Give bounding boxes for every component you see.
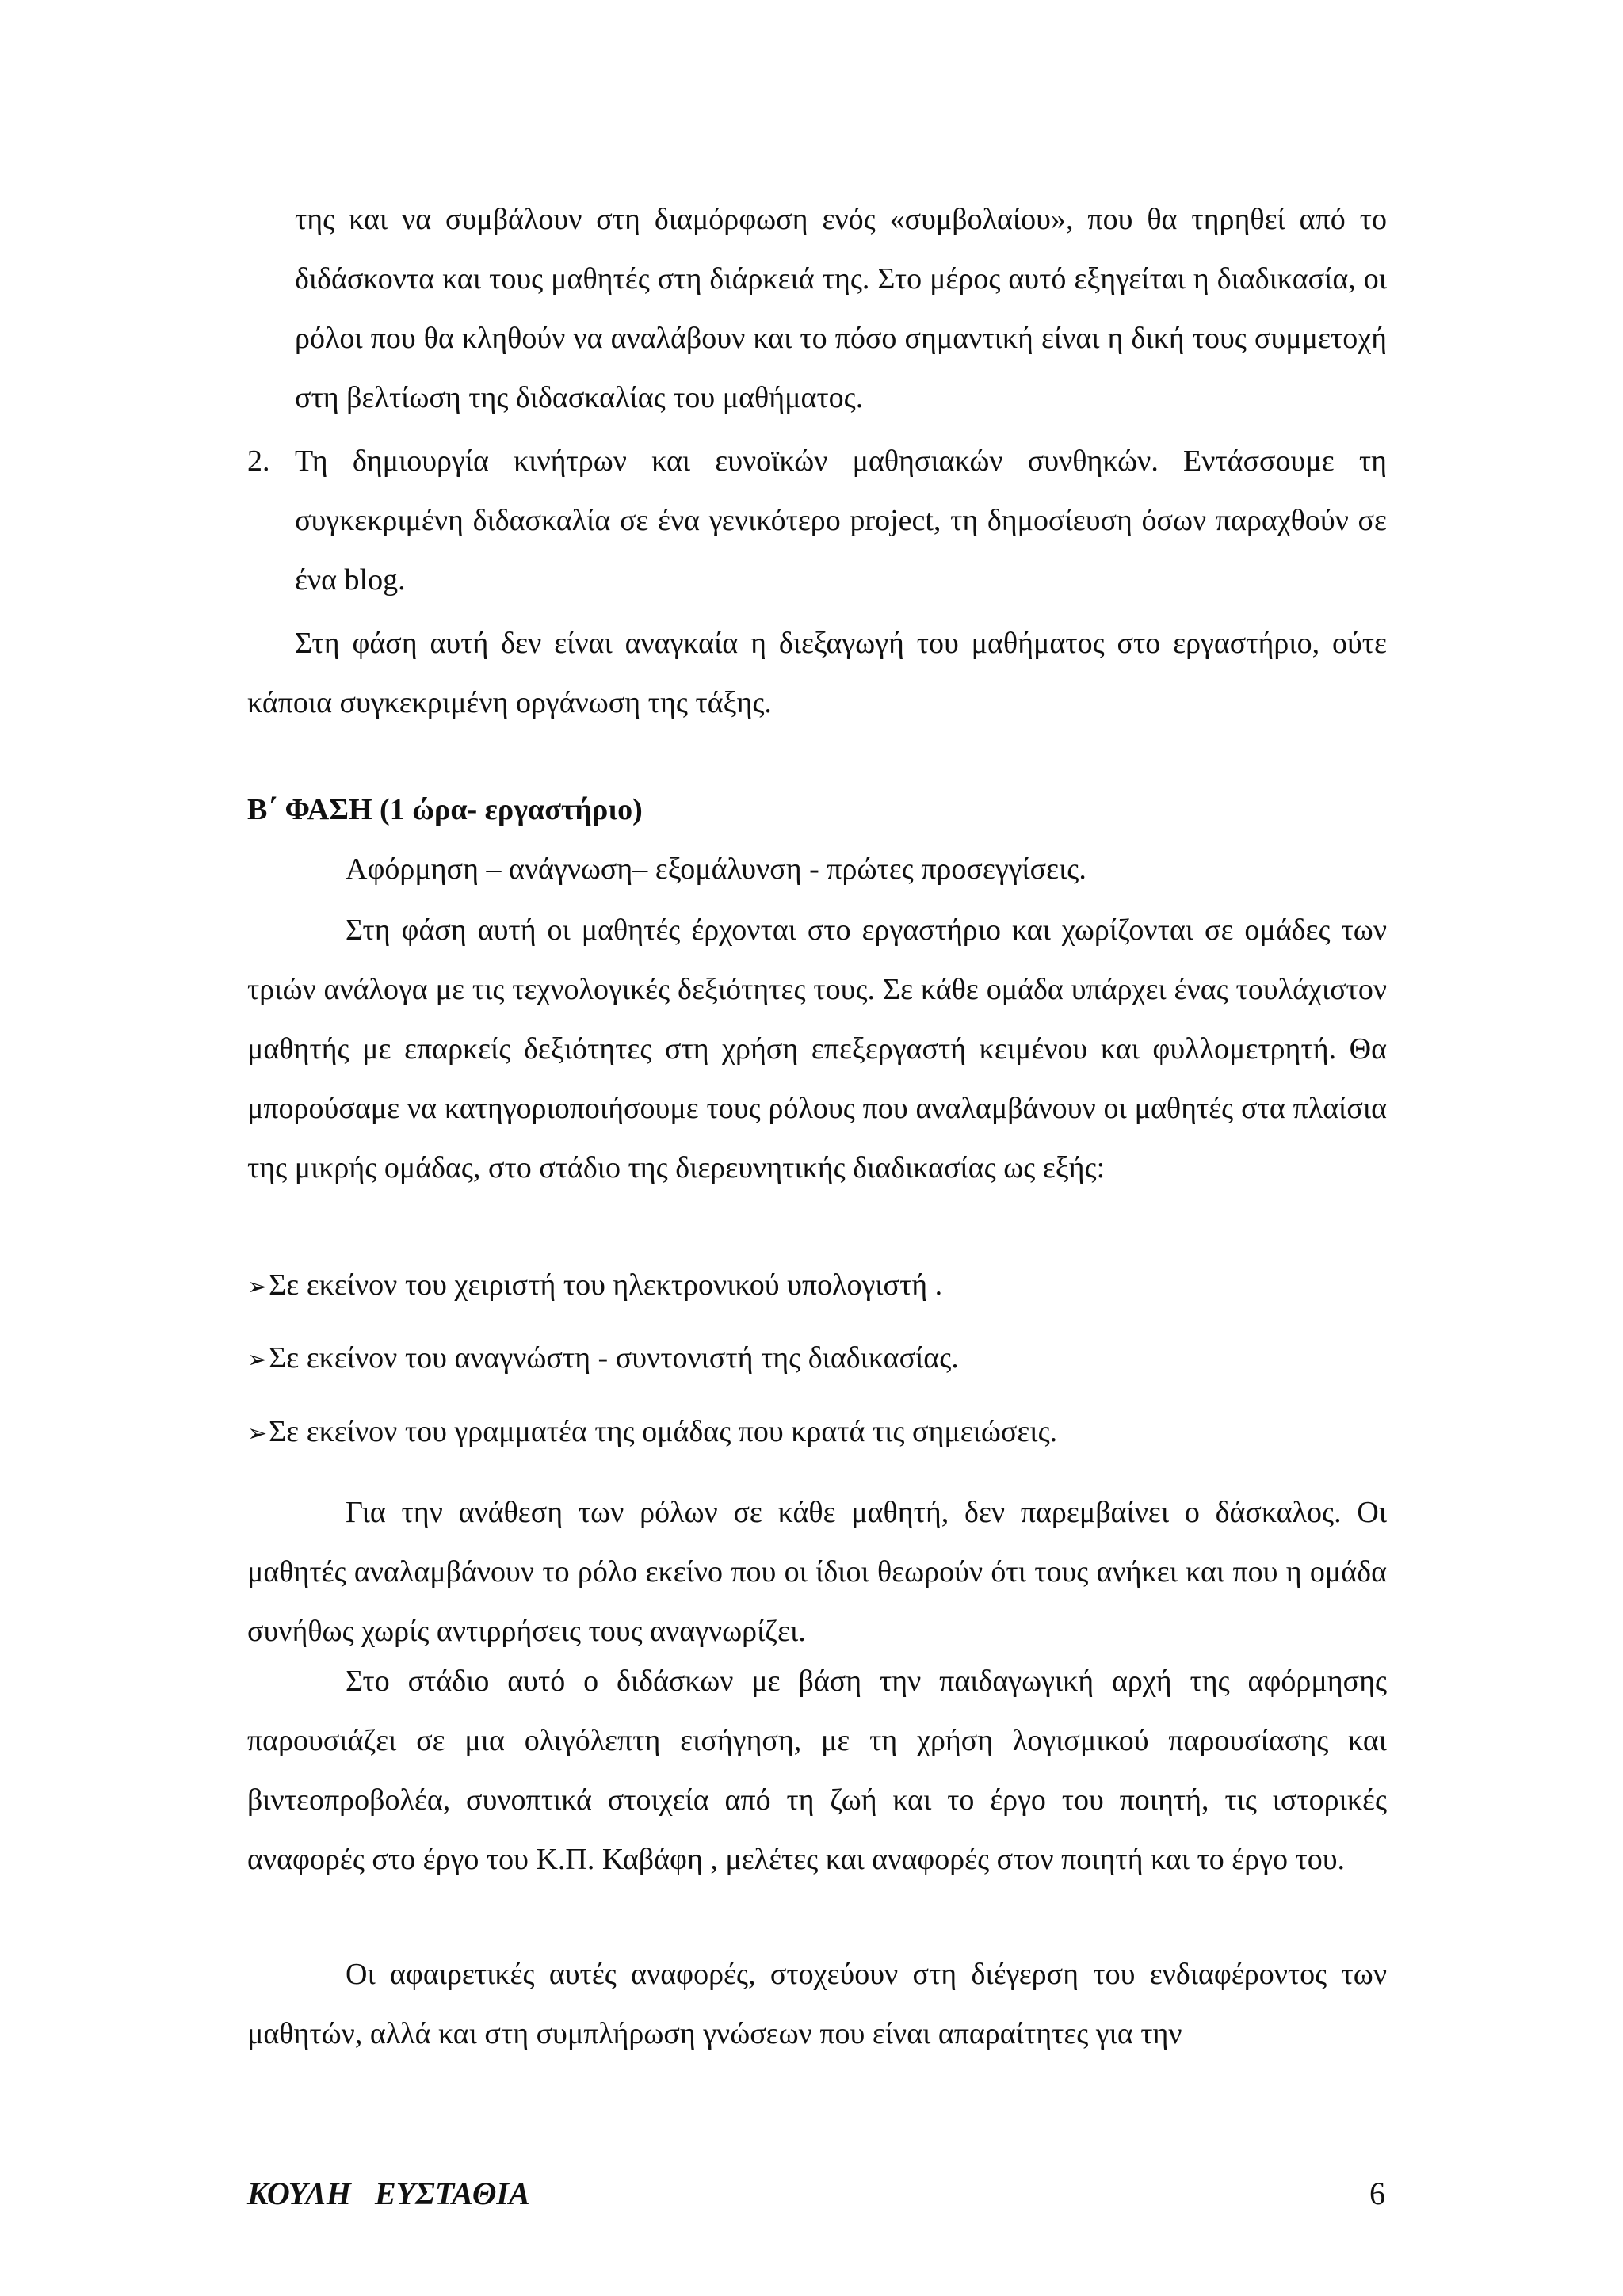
numbered-list-item [247, 432, 1387, 610]
role-list-item [247, 1341, 959, 1375]
phase-b-paragraph: Στη φάση αυτή οι μαθητές έρχονται στο εργαστήριο και χωρίζονται σε ομάδες των τριών ανάλογα με τις τεχνολογικές δεξιότητες τους. Σε κάθε ομάδα υπάρχει ένας τουλάχιστον μαθητής με επαρκείς δεξιότητες στη χρήση επεξεργαστή κειμένου και φυλλομετρητή. Θα μπορούσαμε να κατηγοριοποιήσουμε τους ρόλους που αναλαμβάνουν οι μαθητές στα πλαίσια της μικρής ομάδας, στο στάδιο της διερευνητικής διαδικασίας ως εξής: [247, 913, 1387, 1184]
role-text: Σε εκείνον του γραμματέα της ομάδας που κρατά τις σημειώσεις. [269, 1415, 1058, 1448]
intro-continuation-paragraph: της και να συμβάλουν στη διαμόρφωση ενός «συμβολαίου», που θα τηρηθεί από το διδάσκοντα και τους μαθητές στη διάρκειά της. Στο μέρος αυτό εξηγείται η διαδικασία, οι ρόλοι που θα κληθούν να αναλάβουν και το πόσο σημαντική είναι η δική τους συμμετοχή στη βελτίωση της διδασκαλίας του μαθήματος. [295, 203, 1387, 414]
roles-assignment-paragraph: Για την ανάθεση των ρόλων σε κάθε μαθητή, δεν παρεμβαίνει ο δάσκαλος. Οι μαθητές αναλαμβάνουν το ρόλο εκείνο που οι ίδιοι θεωρούν ότι τους ανήκει και που η ομάδα συνήθως χωρίς αντιρρήσεις τους αναγνωρίζει. [247, 1496, 1387, 1648]
abstract-references-paragraph: Οι αφαιρετικές αυτές αναφορές, στοχεύουν στη διέγερση του ενδιαφέροντος των μαθητών, αλλά και στη συμπλήρωση γνώσεων που είναι απαραίτητες για την [247, 1958, 1387, 2050]
arrow-bullet-icon: ➢ [247, 1420, 268, 1447]
role-list-item [247, 1414, 1057, 1449]
list-item-number: 2. [247, 444, 270, 478]
phase-b-subheading: Αφόρμηση – ανάγνωση– εξομάλυνση - πρώτες προσεγγίσεις. [346, 852, 1086, 886]
role-text: Σε εκείνον του χειριστή του ηλεκτρονικού υπολογιστή . [269, 1268, 943, 1302]
role-list-item [247, 1268, 942, 1302]
arrow-bullet-icon: ➢ [247, 1273, 268, 1301]
phase-b-heading: Β΄ ΦΑΣΗ (1 ώρα- εργαστήριο) [247, 793, 643, 826]
footer-page-number: 6 [1369, 2176, 1385, 2211]
list-item-text: Τη δημιουργία κινήτρων και ευνοϊκών μαθησιακών συνθηκών. Εντάσσουμε τη συγκεκριμένη διδασκαλία σε ένα γενικότερο project, τη δημοσίευση όσων παραχθούν σε ένα blog. [295, 444, 1387, 597]
role-text: Σε εκείνον του αναγνώστη - συντονιστή της διαδικασίας. [269, 1341, 959, 1375]
phase-a-note-paragraph: Στη φάση αυτή δεν είναι αναγκαία η διεξαγωγή του μαθήματος στο εργαστήριο, ούτε κάποια συγκεκριμένη οργάνωση της τάξης. [247, 627, 1387, 719]
arrow-bullet-icon: ➢ [247, 1346, 268, 1374]
footer-author: ΚΟΥΛΗ ΕΥΣΤΑΘΙΑ [247, 2176, 530, 2211]
stage-presentation-paragraph: Στο στάδιο αυτό ο διδάσκων με βάση την παιδαγωγική αρχή της αφόρμησης παρουσιάζει σε μια ολιγόλεπτη εισήγηση, με τη χρήση λογισμικού παρουσίασης και βιντεοπροβολέα, συνοπτικά στοιχεία από τη ζωή και το έργο του ποιητή, τις ιστορικές αναφορές στο έργο του Κ.Π. Καβάφη , μελέτες και αναφορές στον ποιητή και το έργο του. [247, 1665, 1387, 1876]
